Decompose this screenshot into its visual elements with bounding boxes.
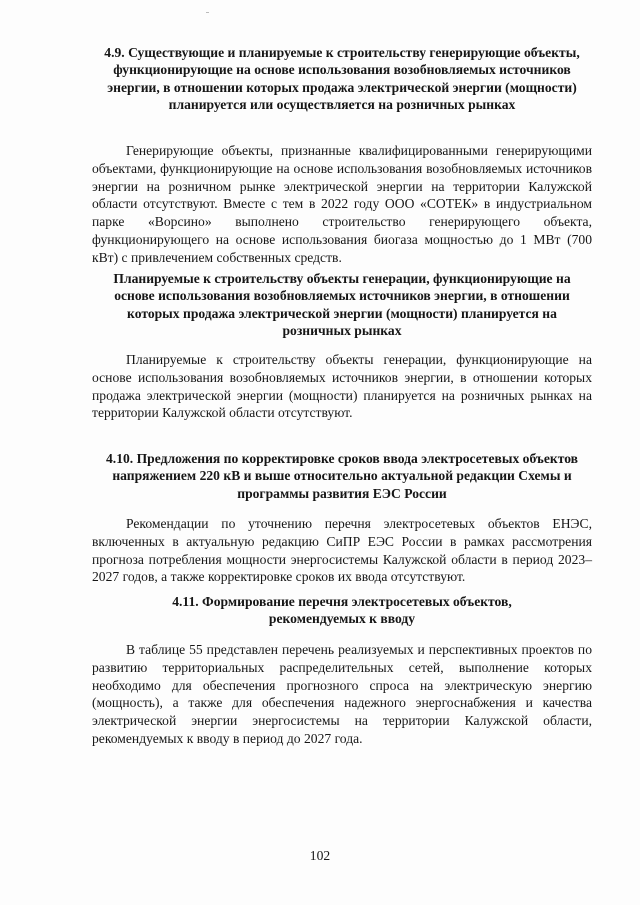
section-heading-4-11: 4.11. Формирование перечня электросетевых объектов, рекомендуемых к вводу: [172, 594, 512, 627]
scan-mark: [206, 12, 209, 13]
page-number: 102: [309, 848, 331, 863]
section-heading-4-9: 4.9. Существующие и планируемые к строительству генерирующие объекты, функционирующие на основе использования возобновляемых источников энергии, в отношении которых продажа электрической энергии (мощности) планируется или осуществляется на розничных рынках: [104, 45, 580, 113]
section-text-4-11: В таблице 55 представлен перечень реализуемых и перспективных проектов по развитию территориальных распределительных сетей, выполнение которых необходимо для обеспечения прогнозного спроса на электрическую энергию (мощность), а также для обеспечения надежного энергоснабжения и качества электрической энергии энергосистемы на территории Калужской области, рекомендуемых к вводу в период до 2027 года.: [92, 642, 592, 746]
subsection-heading-planned-generation: Планируемые к строительству объекты генерации, функционирующие на основе использования возобновляемых источников энергии, в отношении которых продажа электрической энергии (мощности) планируется на розничных рынках: [113, 271, 571, 339]
section-heading-4-10: 4.10. Предложения по корректировке сроков ввода электросетевых объектов напряжением 220 кВ и выше относительно актуальной редакции Схемы и программы развития ЕЭС России: [106, 451, 578, 501]
subsection-text-planned-generation: Планируемые к строительству объекты генерации, функционирующие на основе использования возобновляемых источников энергии, в отношении которых продажа электрической энергии (мощности) планируется на розничных рынках на территории Калужской области отсутствуют.: [92, 352, 592, 421]
section-text-4-10: Рекомендации по уточнению перечня электросетевых объектов ЕНЭС, включенных в актуальную редакцию СиПР ЕЭС России в рамках рассмотрения прогноза потребления мощности энергосистемы Калужской области в период 2023–2027 годов, а также корректировке сроков их ввода отсутствуют.: [92, 516, 592, 585]
section-text-4-9: Генерирующие объекты, признанные квалифицированными генерирующими объектами, функционирующие на основе использования возобновляемых источников энергии на розничном рынке электрической энергии на территории Калужской области отсутствуют. Вместе с тем в 2022 году ООО «СОТЕК» в индустриальном парке «Ворсино» выполнено строительство генерирующего объекта, функционирующего на основе использования биогаза мощностью до 1 МВт (700 кВт) с привлечением собственных средств.: [92, 143, 592, 265]
